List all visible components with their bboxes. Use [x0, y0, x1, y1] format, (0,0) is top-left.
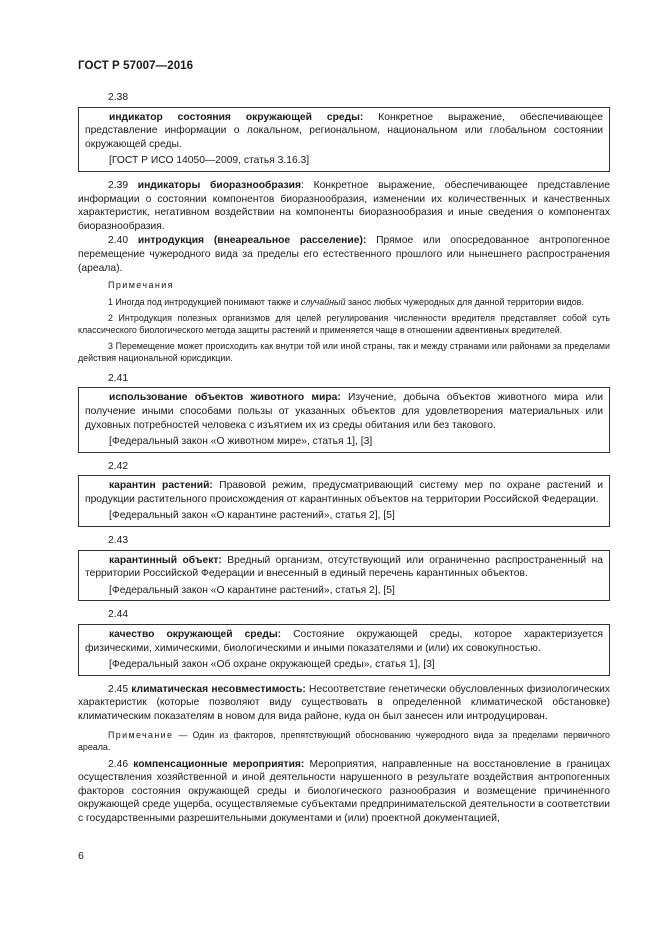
- term: индикаторы биоразнообразия: [137, 179, 302, 191]
- entry-2-46: [78, 758, 610, 826]
- term-box-2-44: [78, 624, 610, 676]
- notes-heading: Примечания: [108, 280, 174, 291]
- term: индикатор состояния окружающей среды:: [109, 111, 364, 123]
- source-reference: [Федеральный закон «Об охране окружающей среды», статья 1], [3]: [109, 659, 435, 671]
- entry-number: 2.38: [108, 92, 129, 103]
- entry-2-45: [78, 683, 610, 724]
- term-box-2-38: [78, 107, 610, 172]
- definition: [85, 391, 603, 432]
- definition-text: Вредный организм, отсутствующий или ограниченно распространенный на территории Российской Федерации и внесенный в единый перечень карантинных объектов.: [85, 554, 603, 580]
- term-box-2-41: [78, 387, 610, 452]
- term: использование объектов животного мира:: [109, 392, 341, 404]
- term-box-2-42: [78, 475, 610, 527]
- entry-number: 2.39: [108, 179, 129, 191]
- definition: [85, 554, 603, 581]
- term: интродукция (внеареальное расселение):: [137, 235, 367, 247]
- definition-text: Прямое или опосредованное антропогенное перемещение чужеродного вида за пределы его естественного прошлого или нынешнего распространения (ареала).: [78, 235, 610, 274]
- note-text: 1 Иногда под интродукцией понимают также и: [108, 296, 301, 307]
- term-box-2-43: [78, 550, 610, 602]
- note: [78, 729, 610, 753]
- entry-number: 2.41: [108, 372, 129, 384]
- definition: [85, 628, 603, 655]
- page-number: 6: [78, 850, 84, 862]
- entry-number: 2.40: [108, 235, 129, 247]
- definition-text: Несоответствие генетически обусловленных физиологических характеристик (которые позволяют виду существовать в определенной климатической обстановке) климатическим показателям в новом для вида районе, куда он был занесен или интродуцирован.: [78, 683, 610, 722]
- definition-text: Конкретное выражение, обеспечивающее представление информации о локальном, региональном, национальном или глобальном состоянии окружающей среды.: [85, 111, 603, 150]
- source-reference: [Федеральный закон «О карантине растений», статья 2], [5]: [109, 510, 395, 522]
- note-2: 2 Интродукция полезных организмов для целей регулирования численности вредителя представляет собой суть классического биологического метода защиты растений и применяется чаще в отношении адвентивных вредителей.: [78, 312, 610, 335]
- term: качество окружающей среды:: [109, 629, 282, 641]
- note-label: Примечание: [108, 729, 174, 740]
- definition: [85, 479, 603, 506]
- definition-text: : Конкретное выражение, обеспечивающее представление информации о состоянии компонентов биоразнообразия, изменении их количественных и качественных характеристик, негативном воздействии на компоненты биоразнообразия и иные сведения о компонентах биоразнообразия.: [78, 179, 610, 232]
- term: компенсационные мероприятия:: [133, 758, 305, 770]
- entry-2-40: [78, 234, 610, 275]
- entry-number: 2.42: [108, 460, 129, 472]
- definition-text: Состояние окружающей среды, которое характеризуется физическими, химическими, биологическими и иными показателями и (или) их совокупностью.: [85, 629, 603, 654]
- source-reference: [ГОСТ Р ИСО 14050—2009, статья 3.16.3]: [109, 155, 310, 167]
- source-reference: [Федеральный закон «О животном мире», статья 1], [3]: [109, 436, 373, 448]
- note-1: [78, 296, 610, 308]
- definition-text: Изучение, добыча объектов животного мира или получение иными способами пользы от указанных объектов для удовлетворения материальных или духовных потребностей человека с изъятием их из среды обитания или без такового.: [85, 392, 603, 431]
- definition: [85, 111, 603, 152]
- note-emphasis: случайный: [300, 296, 346, 307]
- entry-number: 2.43: [108, 535, 129, 547]
- note-text: — Один из факторов, препятствующий обоснованию чужеродного вида за пределами первичного ареала.: [78, 729, 610, 752]
- entry-number: 2.45: [108, 683, 129, 695]
- term: климатическая несовместимость:: [131, 683, 306, 695]
- document-header: ГОСТ Р 57007—2016: [78, 60, 194, 72]
- note-text: занос любых чужеродных для данной территории видов.: [345, 296, 584, 307]
- definition-text: Мероприятия, направленные на восстановление в границах осуществления хозяйственной и иной деятельности нарушенного в результате воздействия антропогенных факторов состояния окружающей среды и биологического разнообразия и возмещение причиненного окружающей среде ущерба, осуществляемые субъектами предпринимательской деятельности в соответствии с государственными разрешительными документами и (или) проектной документацией,: [78, 758, 610, 824]
- entry-number: 2.44: [108, 609, 129, 621]
- entry-number: 2.46: [108, 758, 129, 770]
- source-reference: [Федеральный закон «О карантине растений», статья 2], [5]: [109, 584, 395, 596]
- entry-2-39: [78, 179, 610, 233]
- page-content: [78, 91, 610, 827]
- definition-text: Правовой режим, предусматривающий систему мер по охране растений и продукции растительного происхождения от карантинных объектов на территории Российской Федерации.: [85, 480, 604, 505]
- note-3: 3 Перемещение может происходить как внутри той или иной страны, так и между странами или районами за пределами действия национальной юрисдикции.: [78, 340, 610, 363]
- term: карантин растений:: [109, 480, 213, 492]
- term: карантинный объект:: [109, 554, 222, 566]
